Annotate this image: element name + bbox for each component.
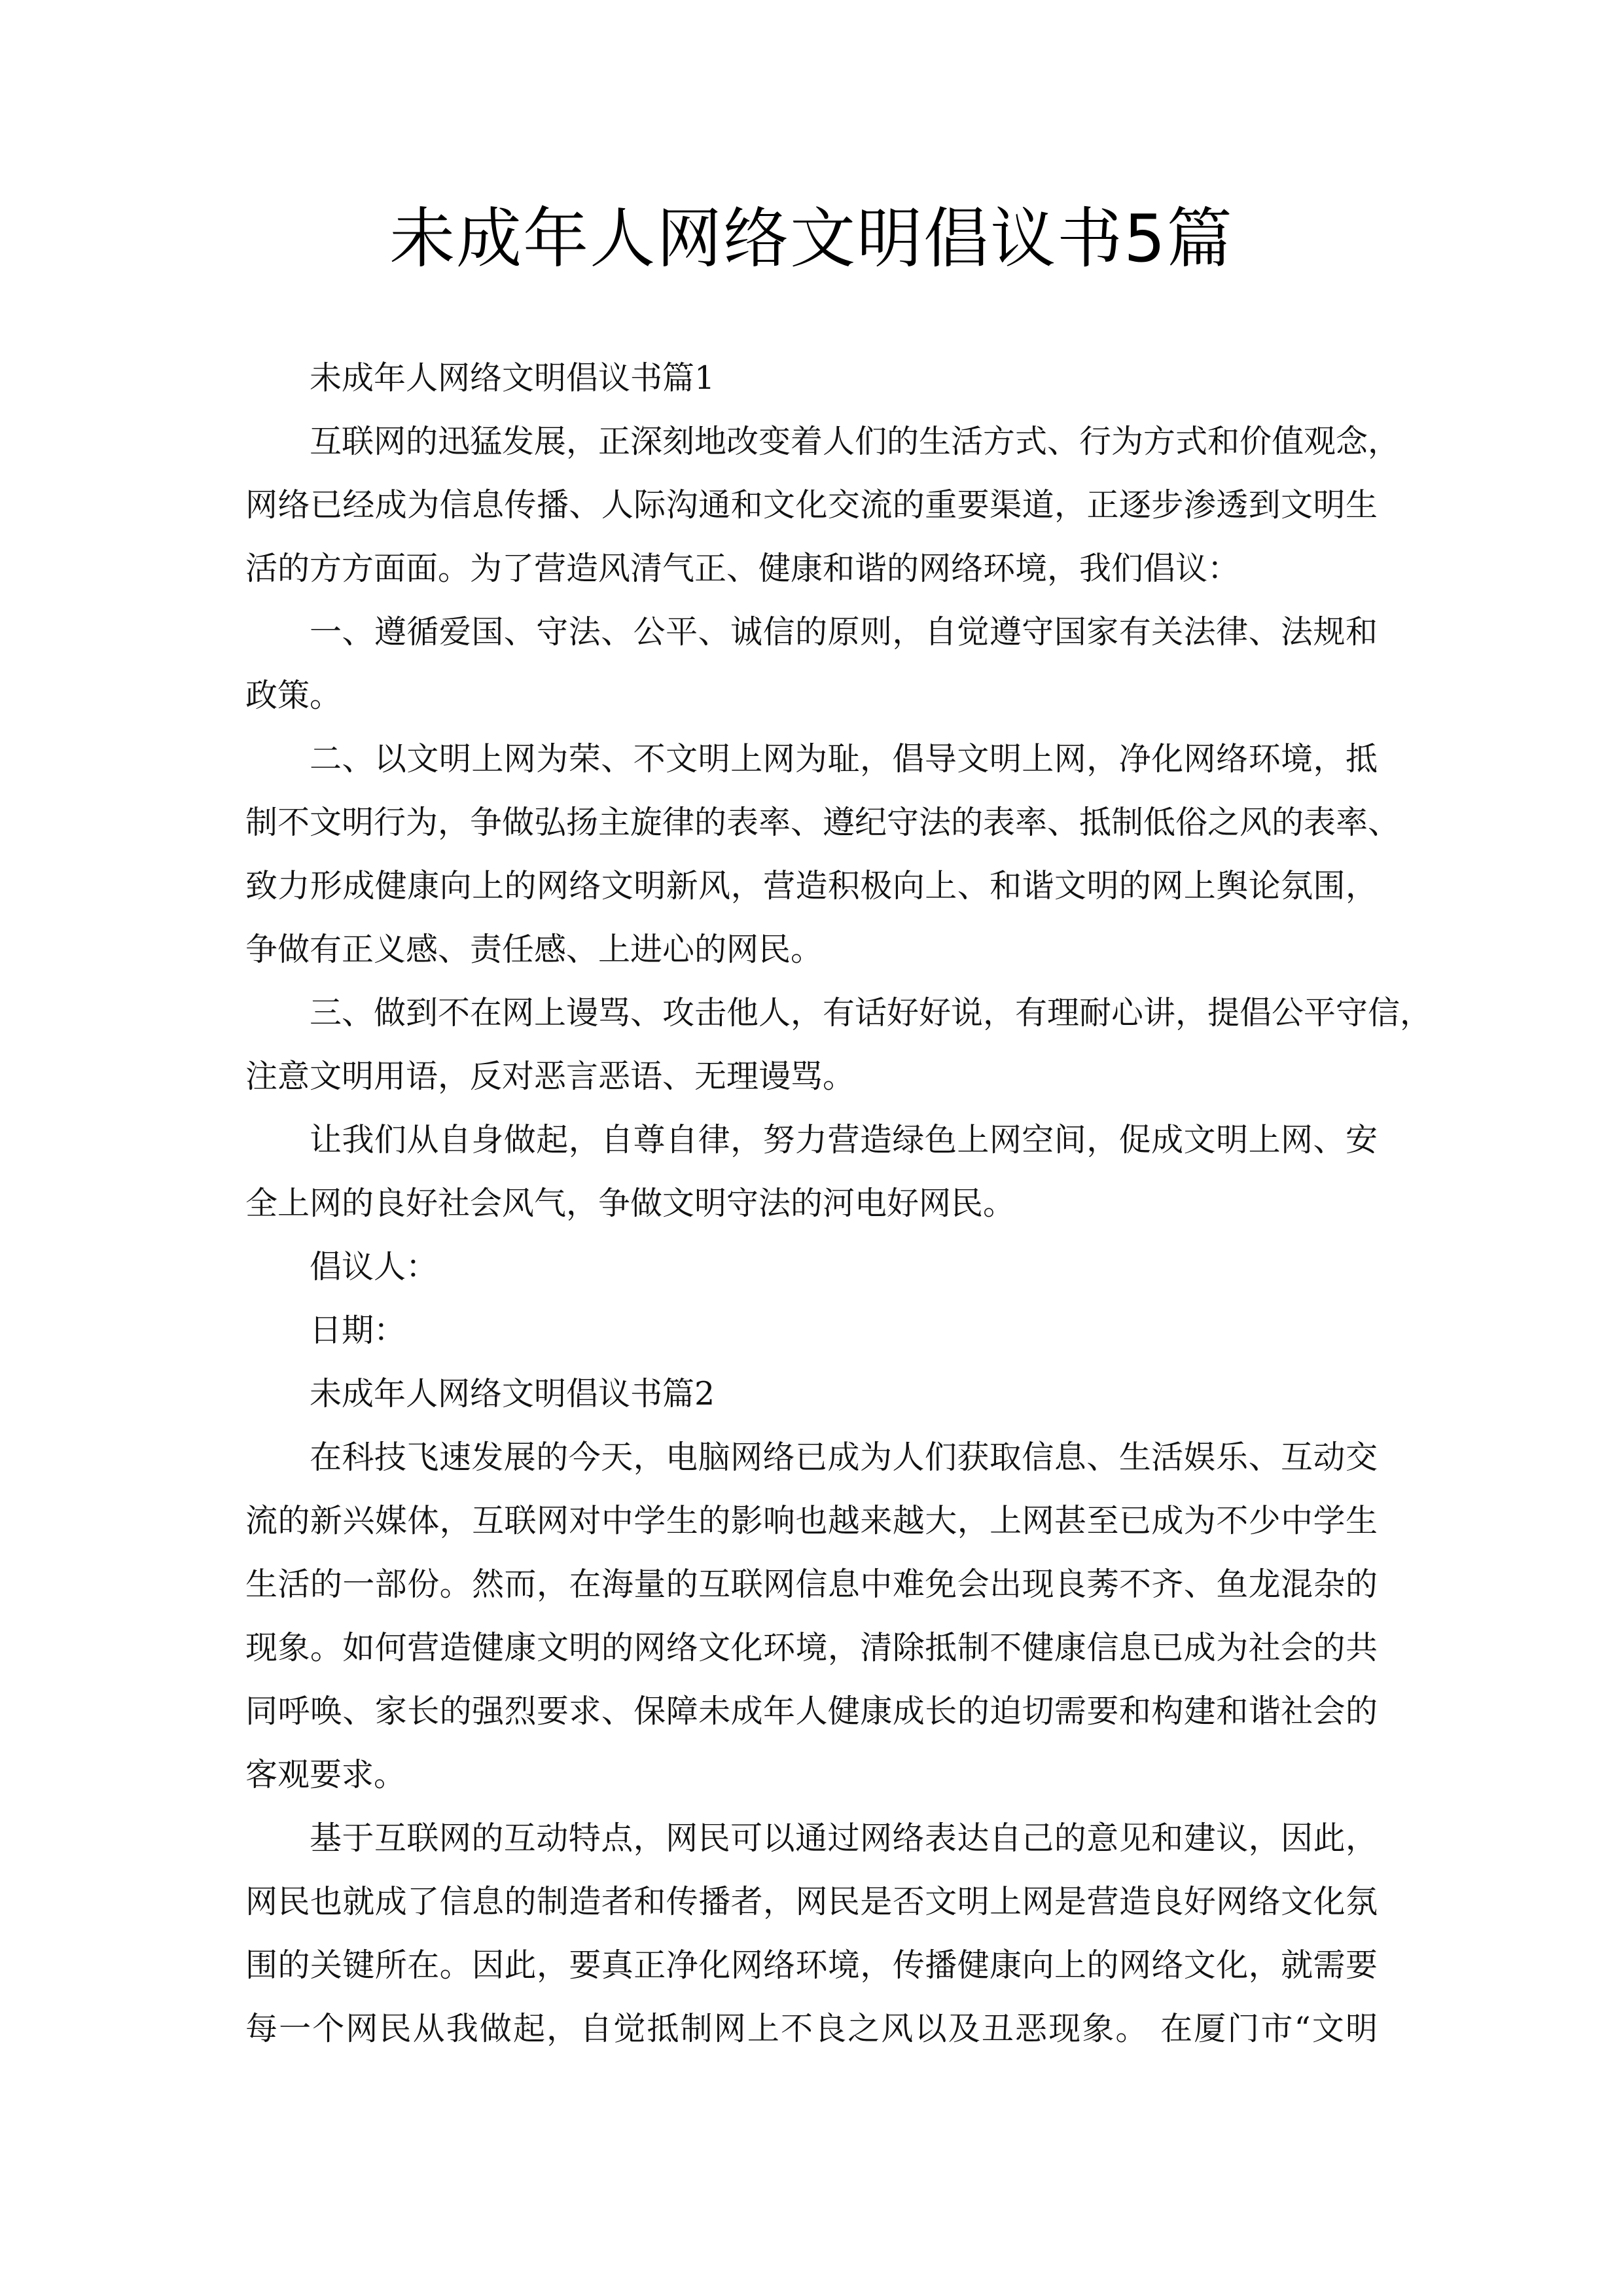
- text-line: 网民也就成了信息的制造者和传播者，网民是否文明上网是营造良好网络文化氛: [245, 1883, 1378, 1920]
- text-line: 未成年人网络文明倡议书篇2: [310, 1375, 715, 1412]
- text-line: 注意文明用语，反对恶言恶语、无理谩骂。: [245, 1058, 855, 1095]
- text-line: 基于互联网的互动特点，网民可以通过网络表达自己的意见和建议，因此，: [310, 1820, 1378, 1857]
- text-line: 三、做到不在网上谩骂、攻击他人，有话好好说，有理耐心讲，提倡公平守信，: [310, 994, 1433, 1031]
- text-line: 未成年人网络文明倡议书篇1: [310, 359, 715, 397]
- text-line: 全上网的良好社会风气，争做文明守法的河电好网民。: [245, 1185, 1016, 1222]
- document-title: 未成年人网络文明倡议书5篇: [389, 200, 1234, 277]
- text-line: 在科技飞速发展的今天，电脑网络已成为人们获取信息、生活娱乐、互动交: [310, 1439, 1378, 1476]
- text-line: 二、以文明上网为荣、不文明上网为耻，倡导文明上网，净化网络环境，抵: [310, 740, 1378, 778]
- text-line: 互联网的迅猛发展，正深刻地改变着人们的生活方式、行为方式和价值观念，: [310, 423, 1400, 460]
- text-line: 同呼唤、家长的强烈要求、保障未成年人健康成长的迫切需要和构建和谐社会的: [245, 1693, 1378, 1730]
- text-line: 致力形成健康向上的网络文明新风，营造积极向上、和谐文明的网上舆论氛围，: [245, 867, 1378, 905]
- text-line: 活的方方面面。为了营造风清气正、健康和谐的网络环境，我们倡议：: [245, 550, 1240, 587]
- text-line: 客观要求。: [245, 1756, 406, 1793]
- text-line: 倡议人：: [310, 1248, 438, 1285]
- text-line: 网络已经成为信息传播、人际沟通和文化交流的重要渠道，正逐步渗透到文明生: [245, 486, 1378, 524]
- text-line: 一、遵循爱国、守法、公平、诚信的原则，自觉遵守国家有关法律、法规和: [310, 613, 1378, 651]
- text-line: 流的新兴媒体，互联网对中学生的影响也越来越大，上网甚至已成为不少中学生: [245, 1502, 1378, 1539]
- text-line: 政策。: [245, 677, 342, 714]
- text-line: 围的关键所在。因此，要真正净化网络环境，传播健康向上的网络文化，就需要: [245, 1946, 1378, 1984]
- text-line: 让我们从自身做起，自尊自律，努力营造绿色上网空间，促成文明上网、安: [310, 1121, 1378, 1158]
- text-line: 日期：: [310, 1312, 406, 1349]
- text-line: 争做有正义感、责任感、上进心的网民。: [245, 931, 823, 968]
- text-line: 每一个网民从我做起，自觉抵制网上不良之风以及丑恶现象。 在厦门市“文明: [245, 2010, 1378, 2047]
- text-line: 生活的一部份。然而，在海量的互联网信息中难免会出现良莠不齐、鱼龙混杂的: [245, 1566, 1378, 1603]
- text-line: 现象。如何营造健康文明的网络文化环境，清除抵制不健康信息已成为社会的共: [245, 1629, 1378, 1666]
- text-line: 制不文明行为，争做弘扬主旋律的表率、遵纪守法的表率、抵制低俗之风的表率、: [245, 804, 1400, 841]
